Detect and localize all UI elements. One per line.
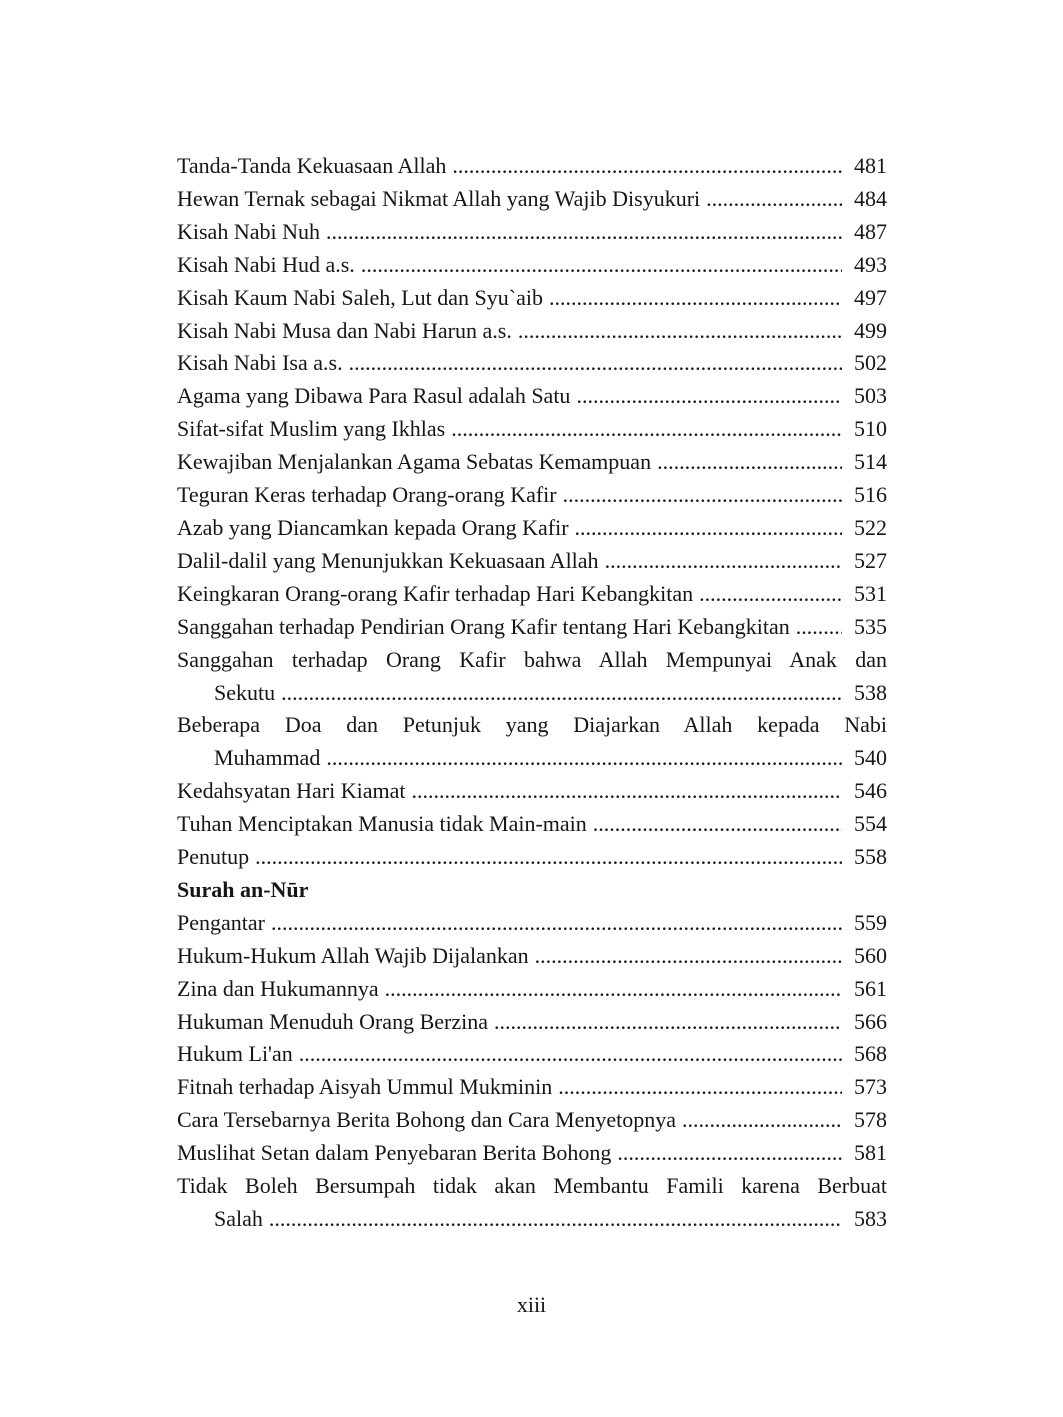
toc-entry-page: 581 (854, 1140, 887, 1166)
toc-entry-title: Hukum-Hukum Allah Wajib Dijalankan (177, 942, 529, 968)
toc-entry (177, 841, 887, 874)
toc-entry-page: 516 (854, 482, 887, 508)
toc-entry (177, 808, 887, 841)
toc-entry-page: 481 (854, 153, 887, 178)
toc-entry-title-line1: Sanggahan terhadap Orang Kafir bahwa Allah Mempunyai Anak dan (177, 646, 887, 672)
toc-entry-page: 554 (854, 811, 887, 837)
toc-entry-page: 546 (854, 778, 887, 804)
toc-entry-title: Kisah Kaum Nabi Saleh, Lut dan Syu`aib (177, 284, 543, 310)
dot-leader (699, 578, 842, 611)
toc-entry-title-line2: Salah (214, 1206, 263, 1231)
dot-leader (451, 413, 842, 446)
page-number: xiii (516, 1292, 547, 1317)
toc-entry (177, 1104, 887, 1137)
toc-entry-title: Kisah Nabi Musa dan Nabi Harun a.s. (177, 317, 512, 343)
dot-leader (269, 1203, 842, 1236)
dot-leader (349, 347, 842, 380)
toc-entry (177, 380, 887, 413)
dot-leader (706, 183, 842, 216)
toc-entry-title: Penutup (177, 844, 250, 870)
toc-entry-title-line2: Sekutu (214, 679, 276, 705)
toc-entry-title: Tanda-Tanda Kekuasaan Allah (177, 153, 447, 178)
toc-entry (177, 479, 887, 512)
dot-leader (563, 479, 842, 512)
dot-leader (549, 282, 842, 315)
toc-entry (177, 1071, 887, 1104)
toc-entry (177, 315, 887, 348)
dot-leader (271, 907, 842, 940)
toc-entry-title-line1: Tidak Boleh Bersumpah tidak akan Membantu Famili karena Berbuat (177, 1173, 887, 1199)
toc-entry (177, 973, 887, 1006)
dot-leader (605, 545, 842, 578)
toc-entry (177, 282, 887, 315)
toc-entry-title: Cara Tersebarnya Berita Bohong dan Cara Menyetopnya (177, 1107, 676, 1133)
toc-entry-continuation (177, 677, 887, 710)
toc-entry-title: Muslihat Setan dalam Penyebaran Berita Bohong (177, 1140, 612, 1166)
dot-leader (657, 446, 842, 479)
toc-entry-title: Fitnah terhadap Aisyah Ummul Mukminin (177, 1074, 553, 1100)
toc-entry-title: Tuhan Menciptakan Manusia tidak Main-main (177, 811, 587, 837)
dot-leader (299, 1038, 842, 1071)
toc-entry-page: 560 (854, 942, 887, 968)
toc-entry-page: 497 (854, 284, 887, 310)
dot-leader (575, 512, 842, 545)
toc-entry (177, 907, 887, 940)
toc-entry-title: Hukuman Menuduh Orang Berzina (177, 1008, 488, 1034)
toc-entry-page: 503 (854, 383, 887, 409)
dot-leader (326, 742, 842, 775)
toc-entry-page: 527 (854, 547, 887, 573)
toc-entry-page: 566 (854, 1008, 887, 1034)
dot-leader (255, 841, 842, 874)
toc-entry-page: 484 (854, 185, 887, 211)
toc-entry-page: 510 (854, 416, 887, 442)
toc-entry (177, 775, 887, 808)
toc-entry-page: 535 (854, 613, 887, 639)
toc-entry (177, 545, 887, 578)
toc-entry-title: Kisah Nabi Hud a.s. (177, 251, 355, 277)
toc-entry-title-line1: Beberapa Doa dan Petunjuk yang Diajarkan Allah kepada Nabi (177, 712, 887, 738)
toc-entry (177, 578, 887, 611)
dot-leader (411, 775, 842, 808)
toc-entry-page: 558 (854, 844, 887, 870)
toc-entry-page: 522 (854, 514, 887, 540)
toc-entry (177, 216, 887, 249)
toc-entry-page: 583 (854, 1206, 887, 1231)
dot-leader (593, 808, 842, 841)
toc-entry (177, 413, 887, 446)
toc-entry (177, 183, 887, 216)
dot-leader (518, 315, 842, 348)
toc-entry-title: Teguran Keras terhadap Orang-orang Kafir (177, 482, 557, 508)
dot-leader (494, 1006, 842, 1039)
toc-entry (177, 940, 887, 973)
dot-leader (682, 1104, 842, 1137)
toc-entry-page: 487 (854, 218, 887, 244)
dot-leader (452, 150, 842, 183)
toc-entry-multiline (177, 1170, 887, 1236)
toc-entry-page: 499 (854, 317, 887, 343)
toc-entry-page: 573 (854, 1074, 887, 1100)
dot-leader (576, 380, 842, 413)
toc-entry-title: Pengantar (177, 909, 265, 935)
toc-entry (177, 446, 887, 479)
toc-entry-multiline (177, 709, 887, 775)
toc-entry-title: Agama yang Dibawa Para Rasul adalah Satu (177, 383, 571, 409)
toc-entry-page: 538 (854, 679, 887, 705)
toc-entry (177, 1006, 887, 1039)
toc-entry-title: Kisah Nabi Nuh (177, 218, 320, 244)
toc-entry-title: Azab yang Diancamkan kepada Orang Kafir (177, 514, 569, 540)
dot-leader (361, 249, 842, 282)
dot-leader (796, 611, 842, 644)
toc-entry-page: 531 (854, 580, 887, 606)
toc-entry-page: 502 (854, 350, 887, 376)
toc-entry-page: 540 (854, 745, 887, 771)
toc-entry (177, 1038, 887, 1071)
toc-entry-title: Sifat-sifat Muslim yang Ikhlas (177, 416, 446, 442)
dot-leader (326, 216, 842, 249)
toc-entry (177, 611, 887, 644)
dot-leader (617, 1137, 842, 1170)
toc-entry-title-line2: Muhammad (214, 745, 321, 771)
toc-list (177, 150, 887, 1236)
toc-entry-title: Hewan Ternak sebagai Nikmat Allah yang Wajib Disyukuri (177, 185, 701, 211)
toc-entry-page: 561 (854, 975, 887, 1001)
dot-leader (535, 940, 842, 973)
toc-entry-page: 578 (854, 1107, 887, 1133)
toc-entry-page: 568 (854, 1041, 887, 1067)
toc-entry-title: Kisah Nabi Isa a.s. (177, 350, 343, 376)
toc-entry-title: Kewajiban Menjalankan Agama Sebatas Kemampuan (177, 449, 652, 475)
toc-entry-continuation (177, 742, 887, 775)
toc-entry-page: 514 (854, 449, 887, 475)
dot-leader (558, 1071, 842, 1104)
toc-section-heading: Surah an-Nūr (177, 876, 309, 902)
dot-leader (385, 973, 842, 1006)
toc-entry-page: 493 (854, 251, 887, 277)
toc-entry-page: 559 (854, 909, 887, 935)
toc-entry-title: Zina dan Hukumannya (177, 975, 379, 1001)
toc-entry-title: Keingkaran Orang-orang Kafir terhadap Hari Kebangkitan (177, 580, 694, 606)
toc-entry-title: Sanggahan terhadap Pendirian Orang Kafir tentang Hari Kebangkitan (177, 613, 790, 639)
toc-entry-continuation (177, 1203, 887, 1236)
toc-entry (177, 512, 887, 545)
toc-entry-title: Dalil-dalil yang Menunjukkan Kekuasaan Allah (177, 547, 599, 573)
toc-entry-multiline (177, 644, 887, 710)
toc-entry (177, 1137, 887, 1170)
toc-entry (177, 150, 887, 183)
toc-entry-title: Kedahsyatan Hari Kiamat (177, 778, 406, 804)
toc-entry-title: Hukum Li'an (177, 1041, 293, 1067)
toc-entry (177, 347, 887, 380)
dot-leader (281, 677, 842, 710)
toc-entry (177, 249, 887, 282)
